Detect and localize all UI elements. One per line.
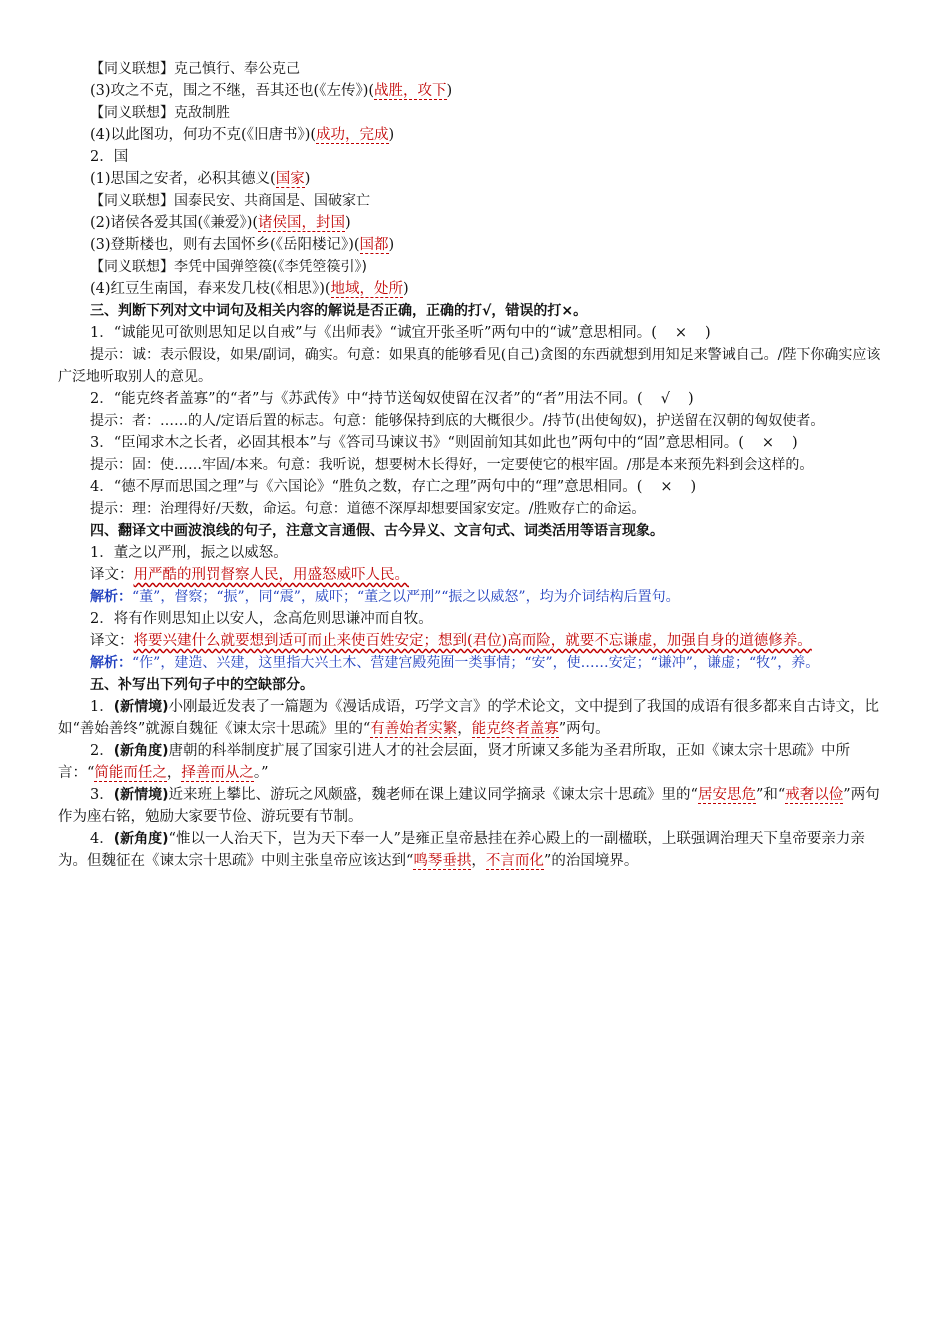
answer-text: 成功，完成 xyxy=(316,127,389,143)
answer-text: 地域，处所 xyxy=(330,281,404,297)
fill-in-item: 4．(新角度)“惟以一人治天下，岂为天下奉一人”是雍正皇帝悬挂在养心殿上的一副楹联，上联强调治理天下皇帝要亲力亲为。但魏征在《谏太宗十思疏》中则主张皇帝应该达到“鸣琴垂拱，不言而化”的治国境界。 xyxy=(58,831,865,869)
section-heading: 四、翻译文中画波浪线的句子，注意文言通假、古今异义、文言句式、词类活用等语言现象。 xyxy=(90,523,664,539)
answer-text: 能克终者盖寡 xyxy=(471,721,559,737)
translation-answer: 用严酷的刑罚督察人民，用盛怒威吓人民。 xyxy=(133,567,409,583)
example-line: (3)攻之不克，围之不继，吾其还也(《左传》)(战胜，攻下) xyxy=(90,83,453,99)
example-line: (2)诸侯各爱其国(《兼爱》)(诸侯国，封国) xyxy=(90,215,351,231)
section-heading: 五、补写出下列句子中的空缺部分。 xyxy=(90,677,314,693)
answer-text: 不言而化 xyxy=(485,853,544,869)
translation-line: 译文：用严酷的刑罚督察人民，用盛怒威吓人民。 xyxy=(90,567,409,583)
answer-text: 有善始者实繁 xyxy=(370,721,458,737)
fill-in-item: 1．(新情境)小刚最近发表了一篇题为《漫话成语，巧学文言》的学术论文，文中提到了我国的成语有很多都来自古诗文，比如“善始善终”就源自魏征《谏太宗十思疏》里的“有善始者实繁，能克终者盖寡”两句。 xyxy=(58,699,880,737)
judgement-mark: × xyxy=(660,479,673,495)
synonym-note: 【同义联想】李凭中国弹箜篌(《李凭箜篌引》) xyxy=(90,259,367,275)
hint-text: 提示：者：……的人/定语后置的标志。句意：能够保持到底的大概很少。/持节(出使匈奴)，护送留在汉朝的匈奴使者。 xyxy=(90,413,825,429)
judgement-mark: × xyxy=(674,325,688,341)
example-line: (4)以此图功，何功不克(《旧唐书》)(成功，完成) xyxy=(90,127,395,143)
answer-text: 简能而任之 xyxy=(94,765,167,781)
synonym-note: 【同义联想】国泰民安、共商国是、国破家亡 xyxy=(90,193,370,209)
answer-text: 国都 xyxy=(359,237,389,253)
translation-line: 译文：将要兴建什么就要想到适可而止来使百姓安定；想到(君位)高而险，就要不忘谦虚，加强自身的道德修养。 xyxy=(90,633,812,649)
document-page xyxy=(58,58,892,872)
fill-in-item: 3．(新情境)近来班上攀比、游玩之风颇盛，魏老师在课上建议同学摘录《谏太宗十思疏》里的“居安思危”和“戒奢以俭”两句作为座右铭，勉励大家要节俭、游玩要有节制。 xyxy=(58,787,880,825)
section-heading: 三、判断下列对文中词句及相关内容的解说是否正确，正确的打√，错误的打×。 xyxy=(90,303,588,319)
question-item: 1．董之以严刑，振之以威怒。 xyxy=(90,545,288,561)
judgement-mark: √ xyxy=(660,391,670,407)
answer-text: 戒奢以俭 xyxy=(785,787,844,803)
answer-text: 战胜，攻下 xyxy=(374,83,447,99)
analysis-text: 解析：“董”，督察；“振”，同“震”，威吓；“董之以严刑”“振之以威怒”，均为介词结构后置句。 xyxy=(90,589,680,605)
answer-text: 诸侯国，封国 xyxy=(258,215,346,231)
answer-text: 国家 xyxy=(275,171,305,187)
question-item: 2．将有作则思知止以安人，念高危则思谦冲而自牧。 xyxy=(90,611,433,627)
hint-text: 提示：诚：表示假设，如果/副词，确实。句意：如果真的能够看见(自己)贪图的东西就想到用知足来警诫自己。/陛下你确实应该广泛地听取别人的意见。 xyxy=(58,347,881,385)
synonym-note: 【同义联想】克敌制胜 xyxy=(90,105,230,121)
question-item: 2．“能克终者盖寡”的“者”与《苏武传》中“持节送匈奴使留在汉者”的“者”用法不同。( √ ) xyxy=(90,391,694,407)
question-item: 3．“臣闻求木之长者，必固其根本”与《答司马谏议书》“则固前知其如此也”两句中的“固”意思相同。( × ) xyxy=(90,435,798,451)
fill-in-item: 2．(新角度)唐朝的科举制度扩展了国家引进人才的社会层面，贤才所谏又多能为圣君所取，正如《谏太宗十思疏》中所言：“简能而任之，择善而从之。” xyxy=(58,743,851,781)
hint-text: 提示：固：使……牢固/本来。句意：我听说，想要树木长得好，一定要使它的根牢固。/那是本来预先料到会这样的。 xyxy=(90,457,814,473)
answer-text: 鸣琴垂拱 xyxy=(413,853,472,869)
hint-text: 提示：理：治理得好/天数，命运。句意：道德不深厚却想要国家安定。/胜败存亡的命运。 xyxy=(90,501,646,517)
analysis-text: 解析：“作”，建造、兴建，这里指大兴土木、营建宫殿苑囿一类事情；“安”，使……安定；“谦冲”，谦虚；“牧”，养。 xyxy=(90,655,820,671)
word-heading: 2．国 xyxy=(90,149,129,165)
answer-text: 居安思危 xyxy=(697,787,756,803)
example-line: (4)红豆生南国，春来发几枝(《相思》)(地域，处所) xyxy=(90,281,409,297)
example-line: (3)登斯楼也，则有去国怀乡(《岳阳楼记》)(国都) xyxy=(90,237,395,253)
translation-answer: 将要兴建什么就要想到适可而止来使百姓安定；想到(君位)高而险，就要不忘谦虚，加强自身的道德修养。 xyxy=(133,633,812,649)
answer-text: 择善而从之 xyxy=(181,765,254,781)
question-item: 4．“德不厚而思国之理”与《六国论》“胜负之数，存亡之理”两句中的“理”意思相同。( × ) xyxy=(90,479,697,495)
question-item: 1．“诚能见可欲则思知足以自戒”与《出师表》“诚宜开张圣听”两句中的“诚”意思相同。( × ) xyxy=(90,325,711,341)
synonym-note: 【同义联想】克己慎行、奉公克己 xyxy=(90,61,300,77)
example-line: (1)思国之安者，必积其德义(国家) xyxy=(90,171,311,187)
judgement-mark: × xyxy=(761,435,775,451)
